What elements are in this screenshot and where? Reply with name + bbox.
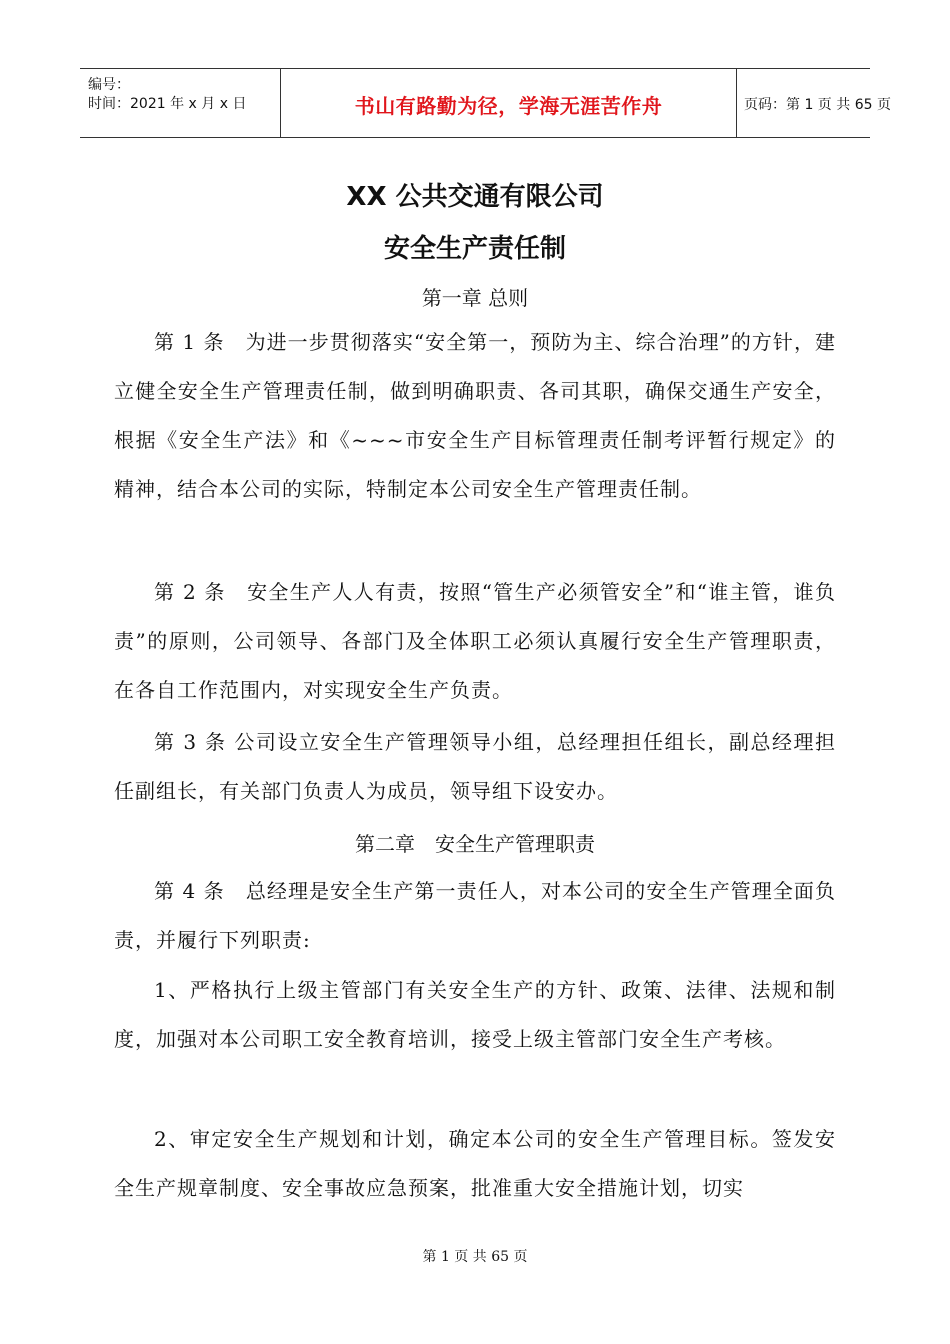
- header-page-info: 页码：第 1 页 共 65 页: [744, 97, 891, 113]
- header-meta-cell: [80, 69, 280, 137]
- document-title: 安全生产责任制: [383, 234, 566, 264]
- header-motto: 书山有路勤为径，学海无涯苦作舟: [354, 94, 663, 118]
- article-4-item-1: 1、严格执行上级主管部门有关安全生产的方针、政策、法律、法规和制度，加强对本公司职工安全教育培训，接受上级主管部门安全生产考核。: [114, 978, 836, 1051]
- doc-time-label: 时间：2021 年 x 月 x 日: [88, 96, 247, 112]
- chapter-heading-1: 第一章 总则: [421, 286, 529, 310]
- company-title: XX 公共交通有限公司: [346, 182, 604, 212]
- page-footer: 第 1 页 共 65 页: [422, 1249, 528, 1265]
- article-4: 第 4 条 总经理是安全生产第一责任人，对本公司的安全生产管理全面负责，并履行下列职责:: [114, 879, 836, 952]
- header-motto-cell: [280, 69, 737, 137]
- page-header: [80, 68, 891, 138]
- header-page-cell: [736, 69, 891, 137]
- article-4-item-2: 2、审定安全生产规划和计划，确定本公司的安全生产管理目标。签发安全生产规章制度、安全事故应急预案，批准重大安全措施计划，切实: [114, 1127, 836, 1200]
- article-1: 第 1 条 为进一步贯彻落实“安全第一，预防为主、综合治理”的方针，建立健全安全生产管理责任制，做到明确职责、各司其职，确保交通生产安全，根据《安全生产法》和《~~~市安全生产目标管理责任制考评暂行规定》的精神，结合本公司的实际，特制定本公司安全生产管理责任制。: [114, 330, 836, 501]
- doc-number-label: 编号：: [88, 77, 130, 93]
- article-3: 第 3 条 公司设立安全生产管理领导小组，总经理担任组长，副总经理担任副组长，有关部门负责人为成员，领导组下设安办。: [114, 730, 836, 803]
- chapter-heading-2: 第二章 安全生产管理职责: [355, 832, 595, 856]
- article-2: 第 2 条 安全生产人人有责，按照“管生产必须管安全”和“谁主管，谁负责”的原则，公司领导、各部门及全体职工必须认真履行安全生产管理职责，在各自工作范围内，对实现安全生产负责。: [114, 580, 836, 702]
